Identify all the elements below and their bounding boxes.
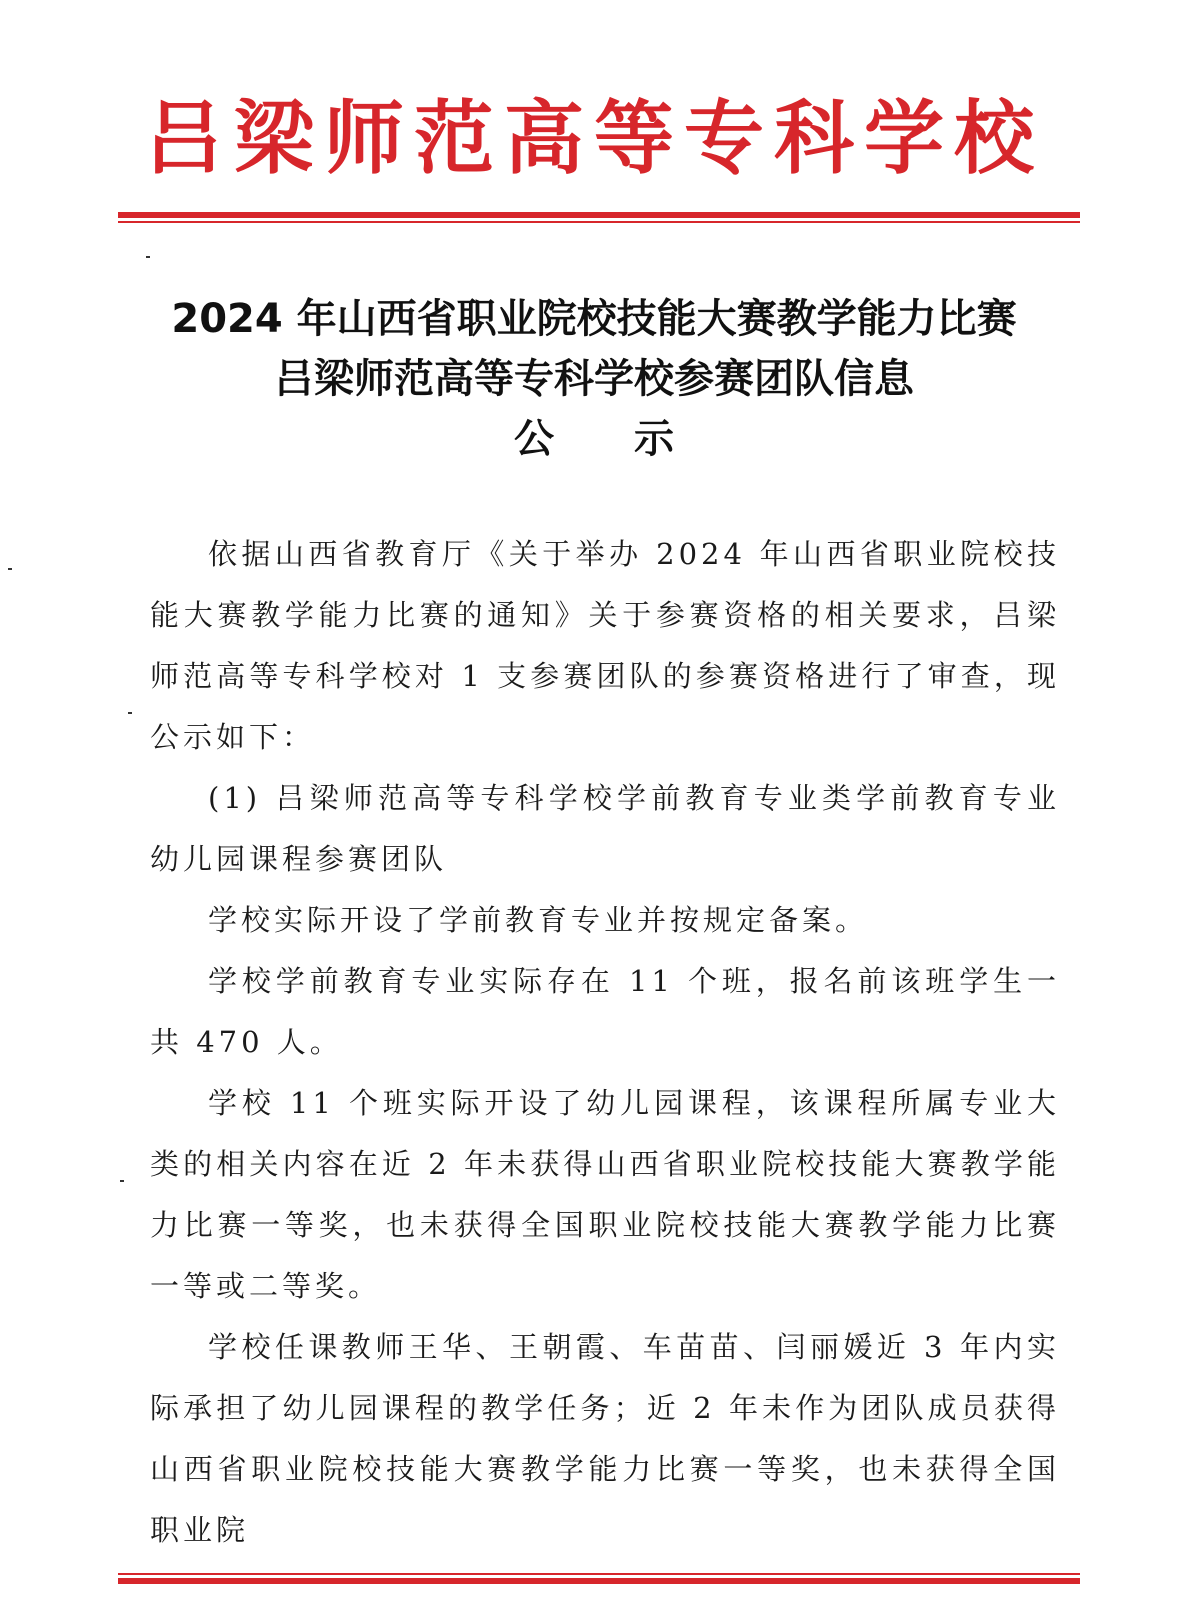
letterhead-school-name: 吕梁师范高等专科学校 [144,91,1044,185]
scan-speck [120,1180,124,1182]
footer-red-rule-thin [118,1573,1080,1575]
body-paragraph: 学校实际开设了学前教育专业并按规定备案。 [208,903,869,937]
document-title-line-3: 公示 [514,416,754,462]
document-title-line-2: 吕梁师范高等专科学校参赛团队信息 [274,356,914,402]
document-body [150,524,1060,1561]
body-paragraph: 依据山西省教育厅《关于举办 2024 年山西省职业院校技能大赛教学能力比赛的通知》关于参赛资格的相关要求，吕梁师范高等专科学校对 1 支参赛团队的参赛资格进行了审查，现公示如下： [150,537,1060,754]
body-paragraph: (1) 吕梁师范高等专科学校学前教育专业类学前教育专业幼儿园课程参赛团队 [150,781,1060,876]
document-title-line-1: 2024 年山西省职业院校技能大赛教学能力比赛 [171,296,1017,342]
letterhead-red-rule-thin [118,221,1080,223]
letterhead-red-rule-thick [118,212,1080,218]
scan-speck [8,568,12,570]
body-paragraph: 学校任课教师王华、王朝霞、车苗苗、闫丽媛近 3 年内实际承担了幼儿园课程的教学任务；近 2 年未作为团队成员获得山西省职业院校技能大赛教学能力比赛一等奖，也未获得全国职业院 [150,1330,1060,1547]
footer-red-rule-thick [118,1578,1080,1584]
scan-speck [146,256,150,258]
scan-speck [128,712,132,714]
body-paragraph: 学校 11 个班实际开设了幼儿园课程，该课程所属专业大类的相关内容在近 2 年未获得山西省职业院校技能大赛教学能力比赛一等奖，也未获得全国职业院校技能大赛教学能力比赛一等或二等奖。 [150,1086,1060,1303]
body-paragraph: 学校学前教育专业实际存在 11 个班，报名前该班学生一共 470 人。 [150,964,1060,1059]
